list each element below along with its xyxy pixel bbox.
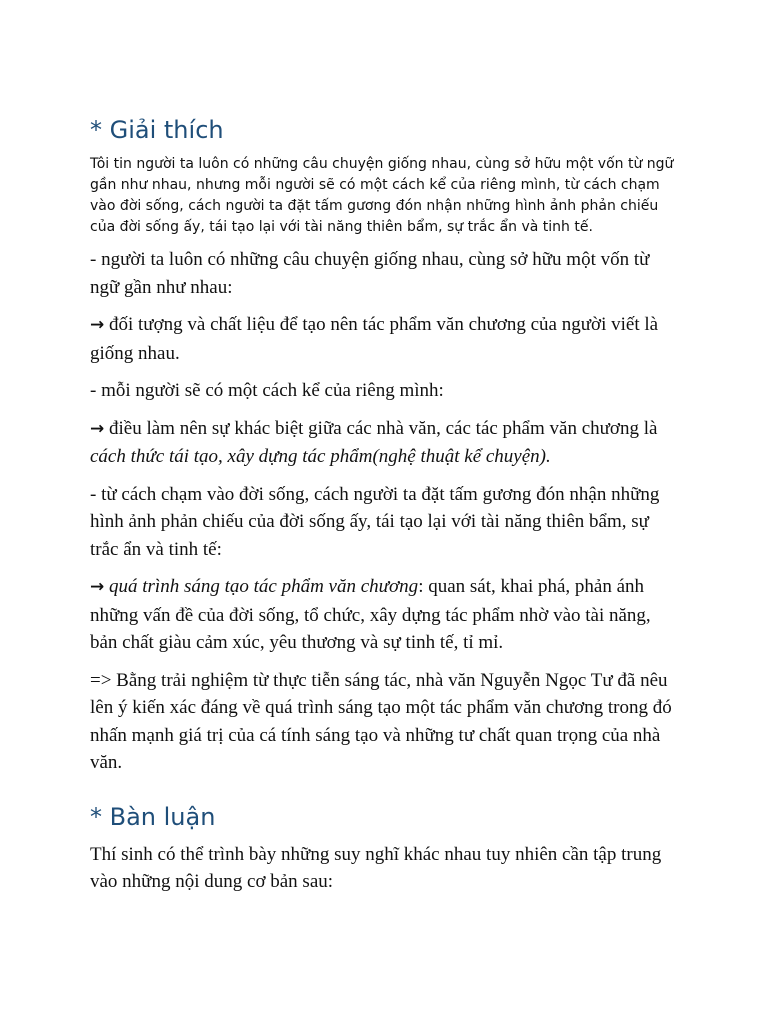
- paragraph-6-italic: quá trình sáng tạo tác phẩm văn chương: [109, 576, 419, 597]
- arrow-right-icon: →: [90, 315, 105, 335]
- paragraph-2: [90, 311, 682, 367]
- paragraph-4: [90, 415, 682, 471]
- paragraph-6: [90, 573, 682, 657]
- arrow-right-icon: →: [90, 577, 105, 597]
- paragraph-4-italic: cách thức tái tạo, xây dựng tác phẩm(nghệ thuật kể chuyện).: [90, 446, 551, 467]
- paragraph-4-text: điều làm nên sự khác biệt giữa các nhà văn, các tác phẩm văn chương là: [109, 417, 658, 439]
- heading-giai-thich: * Giải thích: [90, 116, 224, 144]
- paragraph-2-text: đối tượng và chất liệu để tạo nên tác phẩm văn chương của người viết là giống nhau.: [90, 314, 659, 364]
- arrow-right-icon: →: [90, 418, 105, 439]
- paragraph-7: => Bằng trải nghiệm từ thực tiễn sáng tác, nhà văn Nguyễn Ngọc Tư đã nêu lên ý kiến xác đáng về quá trình sáng tạo một tác phẩm văn chương trong đó nhấn mạnh giá trị của cá tính sáng tạo và những tư chất quan trọng của nhà văn.: [90, 669, 672, 773]
- paragraph-8: Thí sinh có thể trình bày những suy nghĩ khác nhau tuy nhiên cần tập trung vào những nội dung cơ bản sau:: [90, 843, 662, 892]
- paragraph-5: - từ cách chạm vào đời sống, cách người ta đặt tấm gương đón nhận những hình ảnh phản chiếu của đời sống ấy, tái tạo lại với tài năng thiên bẩm, sự trắc ẩn và tinh tế:: [90, 483, 660, 560]
- paragraph-1: - người ta luôn có những câu chuyện giống nhau, cùng sở hữu một vốn từ ngữ gần như nhau:: [90, 249, 650, 298]
- document-page: [90, 112, 682, 906]
- heading-ban-luan: * Bàn luận: [90, 802, 216, 831]
- lead-paragraph: Tôi tin người ta luôn có những câu chuyện giống nhau, cùng sở hữu một vốn từ ngữ gần như nhau, nhưng mỗi người sẽ có một cách kể của riêng mình, từ cách chạm vào đời sống, cách người ta đặt tấm gương đón nhận những hình ảnh phản chiếu của đời sống ấy, tái tạo lại với tài năng thiên bẩm, sự trắc ẩn và tinh tế.: [90, 156, 674, 235]
- paragraph-3: - mỗi người sẽ có một cách kể của riêng mình:: [90, 380, 444, 401]
- paragraph-6-text: : quan sát, khai phá, phản ánh những vấn đề của đời sống, tổ chức, xây dựng tác phẩm nhờ vào tài năng, bản chất giàu cảm xúc, yêu thương và sự tinh tế, tỉ mỉ.: [90, 576, 651, 653]
